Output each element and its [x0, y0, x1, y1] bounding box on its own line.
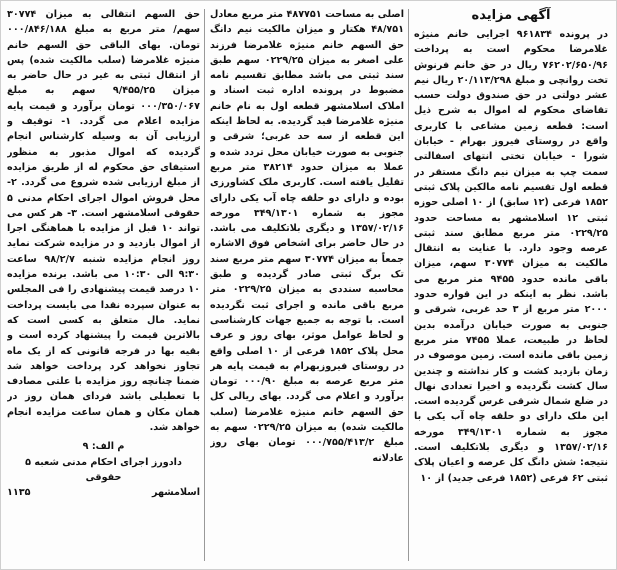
notice-body-left: حق السهم انتقالی به میزان ۳۰۷۷۴ سهم/ متر مربع به مبلغ ۰۰۰/۸۴۶/۱۸۸ تومان. بهای الباقی حق السهم خانم منیژه غلامرضا (سلب مالکیت شده) پس از انتقال ثبتی به غیر در حال حاضر به میزان ۹/۴۵۵/۲۵ سهم به مبلغ ۰۰۰/۳۵۰/۰۶۷ تومان برآورد و قیمت پایه مزایده اعلام می گردد. ۱- توقیف و ارزیابی آن به وسیله کارشناس انجام گردیده که اموال مذبور به منظور استیفای حق محکوم له از طریق مزایده از مبلغ ارزیابی شده شروع می گردد. ۲- محل فروش اموال اجرای احکام مدنی ۵ حقوقی اسلامشهر است. ۳- هر کس می تواند ۱۰ قبل از مزایده با هماهنگی اجرا از اموال بازدید و در مزایده شرکت نماید روز انجام مزایده شنبه ۹۸/۲/۷ ساعت ۹:۳۰ الی ۱۰:۳۰ می باشد. برنده مزایده ۱۰ درصد قیمت پیشنهادی را فی المجلس به عنوان سپرده نقدا می بایست پرداخت نماید. مال متعلق به کسی است که بالاترین قیمت را پیشنهاد کرده است و بقیه بها در فرجه قانونی که از یک ماه تجاوز نخواهد کرد پرداخت خواهد شد ضمنا چنانچه روز مزایده با علتی مصادف با تعطیلی باشد فردای همان روز در همان مکان و همان ساعت مزایده انجام خواهد شد. [7, 9, 200, 434]
notice-column-right [414, 7, 608, 563]
signature-block [7, 439, 200, 500]
column-divider [408, 9, 409, 561]
signature-city: اسلامشهر [151, 487, 200, 499]
column-divider [204, 9, 205, 561]
notice-column-middle [210, 7, 404, 563]
notice-body-middle: اصلی به مساحت ۴۸۷۷۵۱ متر مربع معادل ۴۸/۷۵۱ هکتار و میزان مالکیت نیم دانگ حق السهم خانم منیژه غلامرضا فرزند علی اصغر به میزان ۰۲۲۹/۲۵ سهم طبق سند ثبتی می باشد مطابق تقسیم نامه مضبوط در پرونده اداره ثبت اسناد و املاک اسلامشهر قطعه اول به نام خانم منیژه غلامرضا قید گردیده. به لحاظ اینکه این قطعه از سه حد غربی؛ شرقی و جنوبی به صورت خیابان محل تردد شده و عملا به میزان حدود ۳۸۲۱۴ متر مربع تقلیل یافته است. کاربری ملک کشاورزی بوده و دارای دو حلقه چاه آب یکی دارای مجوز به شماره ۳۴۹/۱۳۰۱ مورخه ۱۳۵۷/۰۲/۱۶ و دیگری بلاتکلیف می باشد. در حال حاضر برای اشخاص فوق الاشاره جمعاً به میزان ۳۰۷۷۴ سهم متر مربع سند تک برگ ثبتی صادر گردیده و طبق محاسبه سنددی به میزان ۰۲۲۹/۲۵ متر مربع باقی مانده و اجرای ثبت نگردیده است. با توجه به جمیع جهات کارشناسی و لحاظ عوامل موثر، بهای روز و عرف محل پلاک ۱۸۵۲ فرعی از ۱۰ اصلی واقع در روستای فیروزبهرام به قیمت پایه هر متر مربع عرصه به مبلغ ۰۰۰/۹۰ تومان برآورد و اعلام می گردد. بهای ریالی کل حق السهم خانم منیژه غلامرضا (سلب مالکیت شده) به میزان ۰۲۲۹/۲۵ سهم به مبلغ ۰۰۰/۷۵۵/۴۱۳/۲ تومان بهای روز عادلانه [210, 9, 404, 464]
notice-column-left [7, 7, 200, 563]
signature-code: م الف: ۹ [82, 441, 125, 453]
ad-number: ۱۱۳۵ [7, 487, 31, 499]
signature-line: دادورز اجرای احکام مدنی شعبه ۵ حقوقی [25, 456, 182, 483]
notice-title: آگهی مزایده [471, 8, 551, 23]
signature-footer [7, 485, 200, 500]
notice-body-right: در پرونده ۹۶۱۸۳۴ اجرایی خانم منیژه غلامرضا محکوم است به پرداخت ۷۶۲۰۲/۶۵۰/۹۶ ریال در حق خانم فرنوش تخت روانچی و مبلغ ۲۰/۱۱۳/۲۹۸ ریال نیم عشر دولتی در حق صندوق دولت حسب تقاضای محکوم له اموال به شرح ذیل است: قطعه زمین مشاعی با کاربری واقع در روستای فیروز بهرام - خیابان شورا - خیابان تختی انتهای اسفالتی سمت چپ به میزان نیم دانگ مستقر در قطعه اول تقسیم نامه مالکین پلاک ثبتی ۱۸۵۲ فرعی (۱۲ سابق) از ۱۰ اصلی حوزه ثبتی ۱۲ اسلامشهر به مساحت حدود ۰۲۲۹/۲۵ متر مربع مطابق سند ثبتی عرصه وجود دارد. با عنایت به انتقال مالکیت به میزان ۳۰۷۷۴ سهم، میزان باقی مانده حدود ۹۴۵۵ متر مربع می باشد. نظر به اینکه در این قواره حدود ۲۰۰۰ متر مربع از ۳ حد غربی، شرقی و جنوبی به صورت خیابان درآمده بدین لحاظ در طبیعت، عملا ۷۴۵۵ متر مربع زمین باقی مانده است. زمین موصوف در زمان بازدید کشت و کار نداشته و چندین سال کشت نگردیده و اخیرا تعدادی نهال در ضلع شمال شرقی غرس گردیده است. این ملک دارای دو حلقه چاه آب یکی با مجوز به شماره ۳۴۹/۱۳۰۱ مورخه ۱۳۵۷/۰۲/۱۶ و دیگری بلاتکلیف است. نتیجه: شش دانگ کل عرصه و اعیان پلاک ثبتی ۶۲ فرعی (۱۸۵۲ فرعی جدید) از ۱۰ [414, 29, 608, 484]
